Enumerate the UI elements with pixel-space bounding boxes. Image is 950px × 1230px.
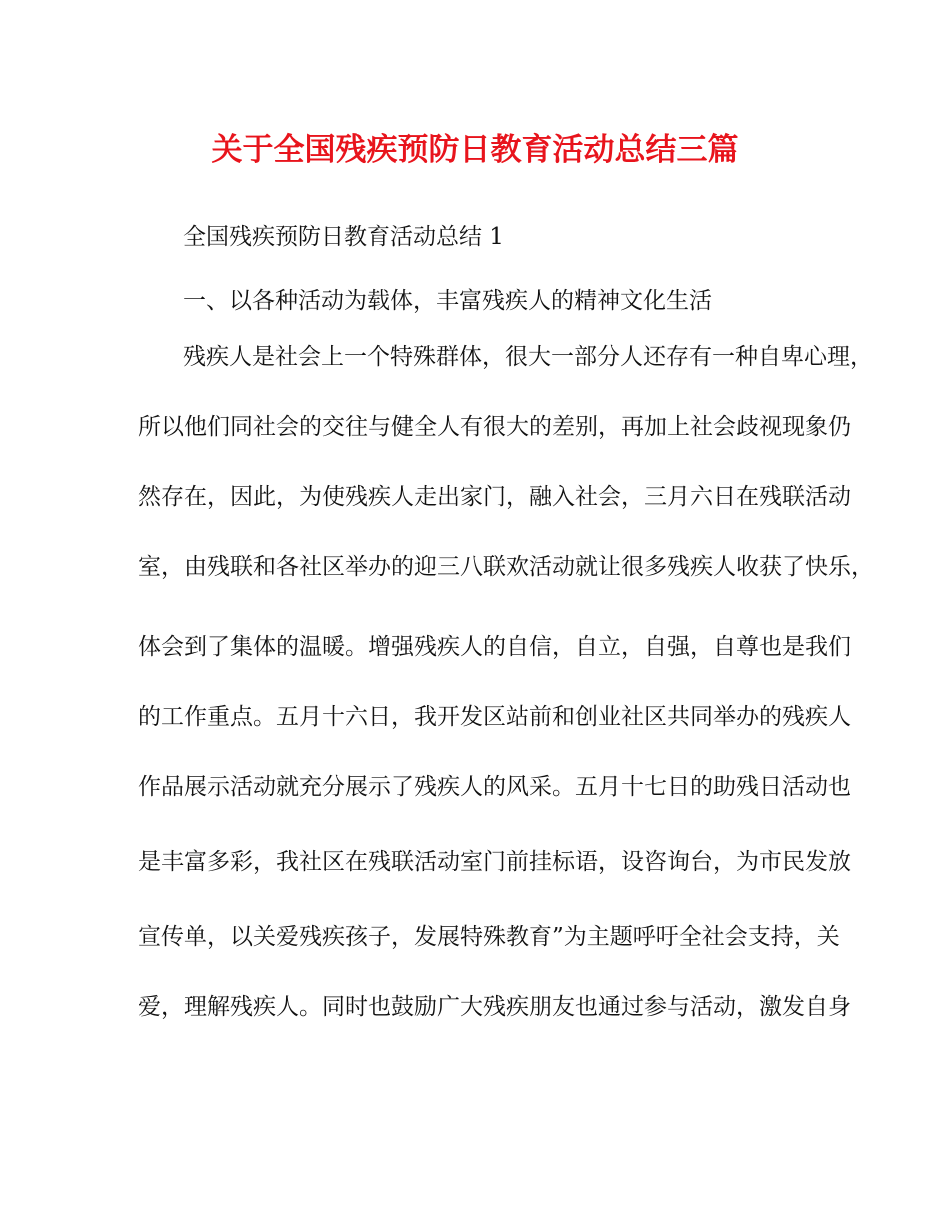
- paragraph-line: 作品展示活动就充分展示了残疾人的风采。五月十七日的助残日活动也: [138, 774, 851, 800]
- paragraph-line: 爱，理解残疾人。同时也鼓励广大残疾朋友也通过参与活动，激发自身: [138, 994, 851, 1020]
- paragraph-line: 的工作重点。五月十六日，我开发区站前和创业社区共同举办的残疾人: [138, 704, 851, 730]
- paragraph-line: 体会到了集体的温暖。增强残疾人的自信，自立，自强，自尊也是我们: [138, 634, 851, 660]
- paragraph-line: 宣传单，以关爱残疾孩子，发展特殊教育”为主题呼吁全社会支持，关: [138, 924, 840, 950]
- paragraph-line: 然存在，因此，为使残疾人走出家门，融入社会，三月六日在残联活动: [138, 484, 851, 510]
- paragraph-line: 所以他们同社会的交往与健全人有很大的差别，再加上社会歧视现象仍: [138, 414, 851, 440]
- section-heading: 全国残疾预防日教育活动总结 1: [183, 224, 504, 250]
- paragraph-line: 是丰富多彩，我社区在残联活动室门前挂标语，设咨询台，为市民发放: [138, 849, 851, 875]
- document-title: 关于全国残疾预防日教育活动总结三篇: [211, 132, 739, 168]
- paragraph-line: 室，由残联和各社区举办的迎三八联欢活动就让很多残疾人收获了快乐，: [138, 554, 874, 580]
- paragraph-line: 残疾人是社会上一个特殊群体，很大一部分人还存有一种自卑心理，: [183, 344, 873, 370]
- subsection-heading: 一、以各种活动为载体，丰富残疾人的精神文化生活: [183, 288, 712, 314]
